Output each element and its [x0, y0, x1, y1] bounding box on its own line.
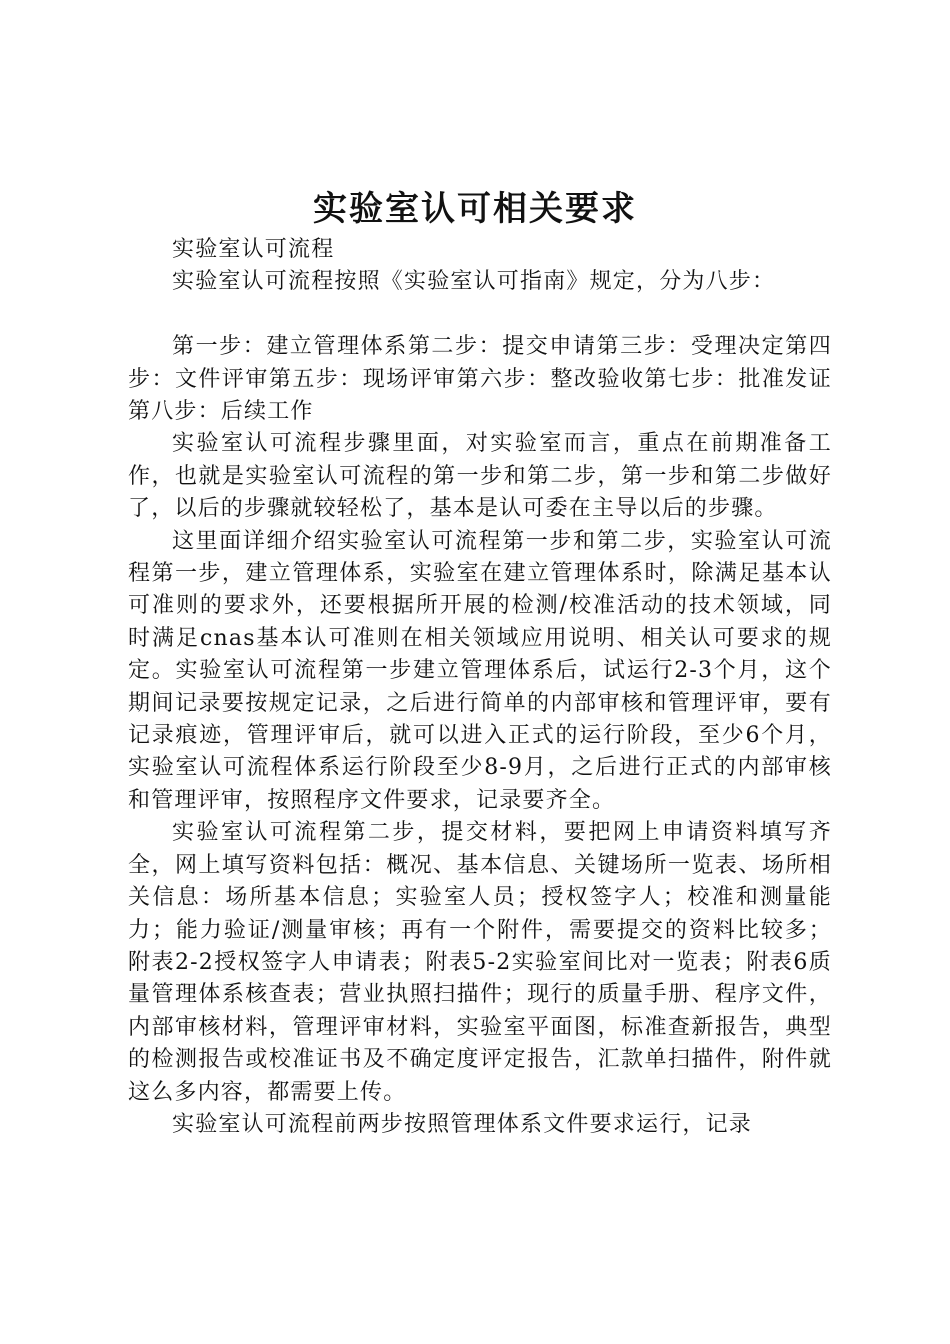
paragraph-intro: 实验室认可流程按照《实验室认可指南》规定，分为八步： [172, 269, 776, 295]
document-body [128, 234, 832, 1141]
paragraph-step-one: 这里面详细介绍实验室认可流程第一步和第二步，实验室认可流程第一步，建立管理体系，实验室在建立管理体系时，除满足基本认可准则的要求外，还要根据所开展的检测/校准活动的技术领域，同时满足cnas基本认可准则在相关领域应用说明、相关认可要求的规定。实验室认可流程第一步建立管理体系后，试运行2-3个月，这个期间记录要按规定记录，之后进行简单的内部审核和管理评审，要有记录痕迹，管理评审后，就可以进入正式的运行阶段，至少6个月，实验室认可流程体系运行阶段至少8-9月，之后进行正式的内部审核和管理评审，按照程序文件要求，记录要齐全。 [128, 528, 832, 813]
paragraph-step-two: 实验室认可流程第二步，提交材料，要把网上申请资料填写齐全，网上填写资料包括：概况、基本信息、关键场所一览表、场所相关信息：场所基本信息；实验室人员；授权签字人；校准和测量能力；能力验证/测量审核；再有一个附件，需要提交的资料比较多；附表2-2授权签字人申请表；附表5-2实验室间比对一览表；附表6质量管理体系核查表；营业执照扫描件；现行的质量手册、程序文件，内部审核材料，管理评审材料，实验室平面图，标准查新报告，典型的检测报告或校准证书及不确定度评定报告，汇款单扫描件，附件就这么多内容，都需要上传。 [128, 820, 832, 1105]
document-title: 实验室认可相关要求 [313, 189, 637, 229]
blank-line [128, 299, 832, 331]
paragraph-preparation: 实验室认可流程步骤里面，对实验室而言，重点在前期准备工作，也就是实验室认可流程的第一步和第二步，第一步和第二步做好了，以后的步骤就较轻松了，基本是认可委在主导以后的步骤。 [128, 431, 832, 522]
paragraph-steps: 第一步：建立管理体系第二步：提交申请第三步：受理决定第四步：文件评审第五步：现场评审第六步：整改验收第七步：批准发证第八步：后续工作 [128, 334, 832, 425]
paragraph-running: 实验室认可流程前两步按照管理体系文件要求运行，记录 [172, 1111, 753, 1137]
paragraph-heading-process: 实验室认可流程 [172, 237, 335, 262]
